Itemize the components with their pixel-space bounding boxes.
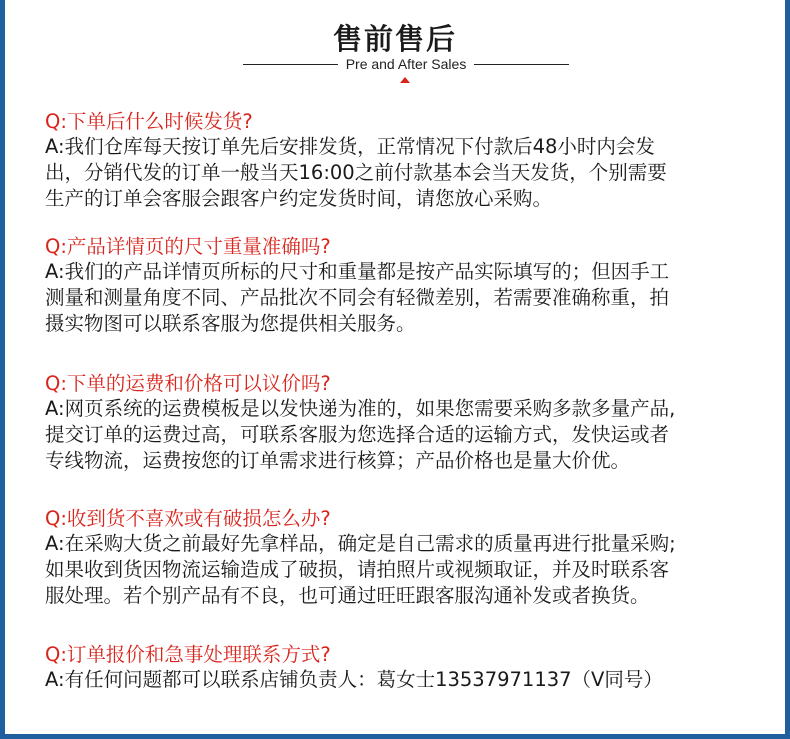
faq-answer-line: 生产的订单会客服会跟客户约定发货时间，请您放心采购。	[45, 187, 553, 210]
faq-item	[45, 643, 777, 693]
faq-answer	[45, 134, 777, 212]
page-subtitle: Pre and After Sales	[345, 56, 467, 72]
faq-question: Q:订单报价和急事处理联系方式?	[45, 643, 331, 666]
faq-answer-line: 如果收到货因物流运输造成了破损，请拍照片或视频取证，并及时联系客	[45, 558, 670, 581]
faq-answer	[45, 396, 777, 474]
faq-answer-line: 摄实物图可以联系客服为您提供相关服务。	[45, 312, 416, 335]
divider-right	[474, 64, 569, 65]
faq-answer-line: 出，分销代发的订单一般当天16:00之前付款基本会当天发货，个别需要	[45, 161, 667, 184]
faq-answer-line: 测量和测量角度不同、产品批次不同会有轻微差别，若需要准确称重，拍	[45, 286, 670, 309]
faq-item	[45, 372, 777, 474]
faq-answer-line: A:在采购大货之前最好先拿样品，确定是自己需求的质量再进行批量采购;	[45, 532, 676, 555]
faq-question: Q:下单后什么时候发货?	[45, 110, 253, 133]
divider-left	[243, 64, 338, 65]
faq-answer-line: 服处理。若个别产品有不良，也可通过旺旺跟客服沟通补发或者换货。	[45, 584, 650, 607]
faq-item	[45, 235, 777, 337]
faq-answer-line: A:网页系统的运费模板是以发快递为准的，如果您需要采购多款多量产品,	[45, 397, 676, 420]
faq-item	[45, 110, 777, 212]
faq-question: Q:收到货不喜欢或有破损怎么办?	[45, 507, 331, 530]
faq-answer-line: A:有任何问题都可以联系店铺负责人：葛女士13537971137（V同号）	[45, 668, 663, 691]
subtitle-row	[243, 54, 569, 74]
triangle-marker-icon	[400, 77, 410, 83]
faq-answer-line: A:我们的产品详情页所标的尺寸和重量都是按产品实际填写的；但因手工	[45, 260, 670, 283]
faq-question: Q:产品详情页的尺寸重量准确吗?	[45, 235, 331, 258]
faq-answer	[45, 667, 777, 693]
faq-answer-line: 专线物流，运费按您的订单需求进行核算；产品价格也是量大价优。	[45, 449, 631, 472]
faq-answer-line: 提交订单的运费过高，可联系客服为您选择合适的运输方式，发快运或者	[45, 423, 670, 446]
page-title: 售前售后	[332, 22, 457, 56]
faq-answer	[45, 259, 777, 337]
faq-question: Q:下单的运费和价格可以议价吗?	[45, 372, 331, 395]
faq-item	[45, 507, 777, 609]
faq-answer	[45, 531, 777, 609]
faq-answer-line: A:我们仓库每天按订单先后安排发货，正常情况下付款后48小时内会发	[45, 135, 655, 158]
